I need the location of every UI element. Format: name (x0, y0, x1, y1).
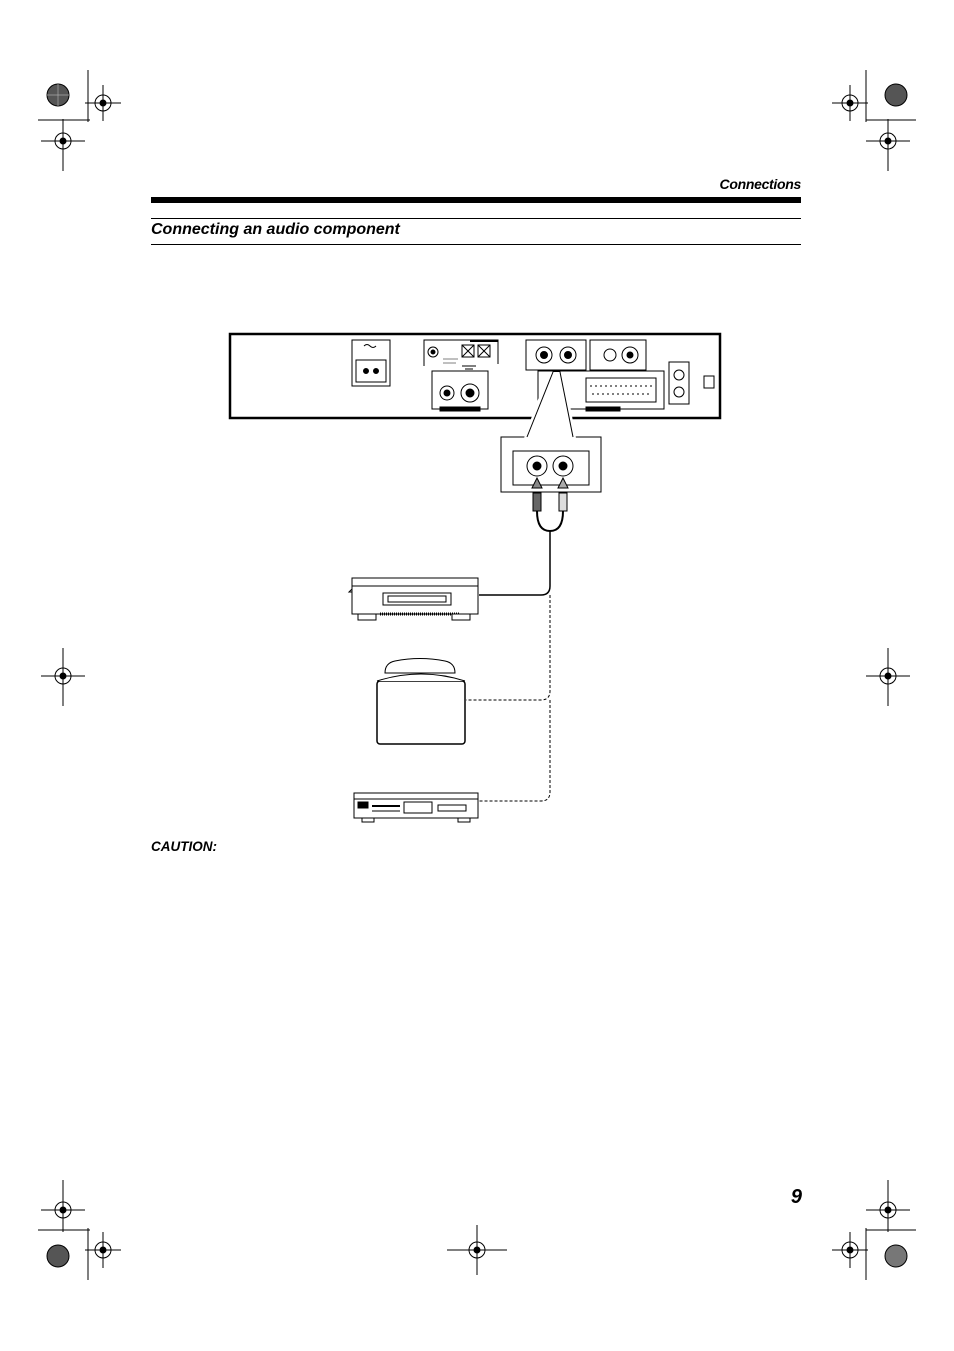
caution-label: CAUTION: (151, 839, 217, 854)
rear-panel (230, 334, 720, 418)
audio-recorder-device (349, 578, 478, 620)
video-output-block (432, 371, 488, 411)
section-title: Connecting an audio component (151, 221, 400, 238)
ac-inlet (352, 340, 390, 386)
section-header-label: Connections (719, 176, 801, 192)
svideo-block (590, 340, 646, 370)
connection-cables (466, 531, 550, 801)
cd-player-device (354, 793, 478, 822)
television-device (377, 659, 465, 745)
audio-output-block (526, 340, 586, 370)
page-number: 9 (790, 1186, 802, 1208)
